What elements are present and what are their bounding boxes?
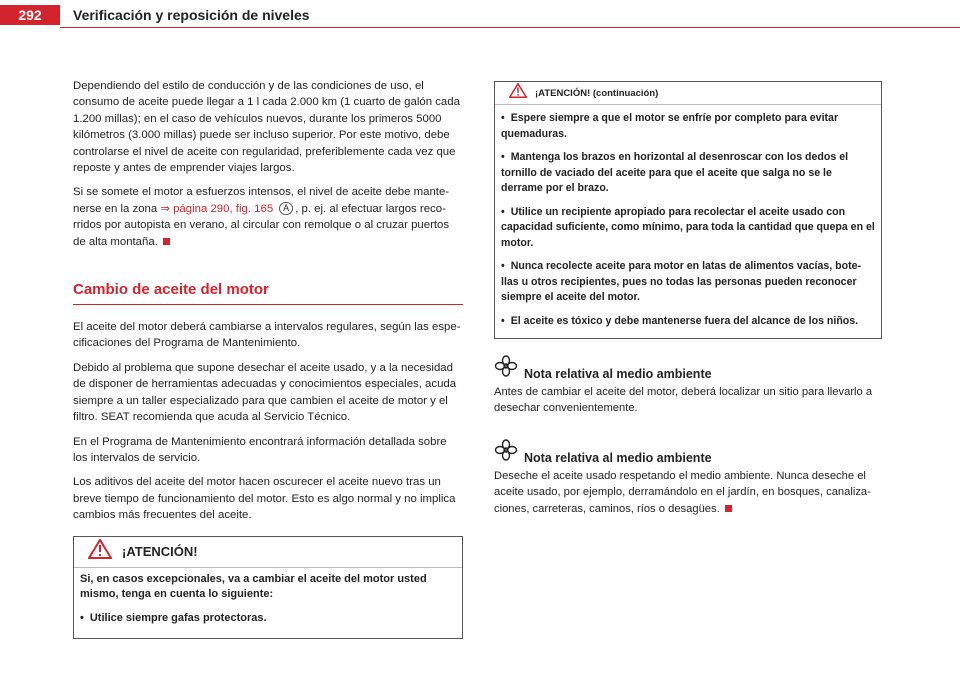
warning-item-text: Utilice un recipiente apropiado para recolectar el aceite usado con capacidad suficiente, como mínimo, para toda la cantidad que quepa en el motor. (501, 205, 875, 249)
warning-continued-header (495, 82, 881, 105)
paragraph-heavy-use (73, 184, 463, 250)
warning-continued-label: ¡ATENCIÓN! (continuación) (535, 87, 659, 99)
end-of-section-icon (163, 238, 170, 245)
paragraph-maintenance-program: En el Programa de Mantenimiento encontrará información detallada sobre los intervalos de servicio. (73, 435, 447, 464)
header-divider (60, 27, 960, 28)
warning-item (501, 111, 875, 142)
warning-item (501, 314, 875, 330)
warning-body (74, 568, 462, 639)
environment-note-text: Antes de cambiar el aceite del motor, deberá localizar un sitio para llevarlo a desechar convenientemente. (494, 386, 873, 415)
paragraph-heavy-use-text-b: , p. ej. al efectuar largos reco-rridos por autopista en verano, al circular con remolque o al cruzar puertos de alta montaña. (73, 202, 450, 248)
section-title-oil-change: Cambio de aceite del motor (73, 280, 463, 305)
bullet-icon: • (501, 151, 505, 163)
paragraph-heavy-use-text-a: Si se somete el motor a esfuerzos intensos, el nivel de aceite debe mante-nerse en la zona (73, 186, 450, 215)
environment-note-title: Nota relativa al medio ambiente (524, 450, 712, 465)
flower-environment-icon (494, 355, 518, 382)
bullet-icon: • (501, 314, 505, 327)
warning-item-text: Espere siempre a que el motor se enfríe por completo para evitar quemaduras. (501, 112, 839, 140)
bullet-icon: • (501, 205, 505, 218)
environment-note-text (494, 468, 882, 517)
page-reference-link[interactable]: ⇒ página 290, fig. 165 (160, 202, 274, 215)
environment-note-title: Nota relativa al medio ambiente (524, 367, 712, 381)
warning-box (73, 536, 463, 640)
warning-continued-body (495, 105, 881, 338)
warning-item (501, 259, 875, 306)
paragraph-consumption: Dependiendo del estilo de conducción y de las condiciones de uso, el consumo de aceite puede llegar a 1 l cada 2.000 km (1 cuarto de galón cada 1.200 millas); en el caso de vehículos nuevos, durante los primeros 5000 kilómetros (3.000 millas) puede ser incluso superior. Por este motivo, debe controlarse el nivel de aceite con regularidad, preferiblemente cada vez que reposte y antes de emprender viajes largos. (73, 80, 460, 175)
paragraph-intervals: El aceite del motor deberá cambiarse a intervalos regulares, según las espe-cificaciones del Programa de Mantenimiento. (73, 321, 461, 350)
warning-item (501, 150, 875, 197)
environment-note-heading (494, 355, 882, 382)
warning-item (80, 611, 456, 627)
warning-item-text: El aceite es tóxico y debe mantenerse fuera del alcance de los niños. (510, 314, 859, 327)
warning-label: ¡ATENCIÓN! (122, 544, 198, 560)
flower-environment-icon (494, 439, 518, 466)
left-column (73, 78, 463, 639)
zone-a-badge: A (279, 202, 293, 215)
page-header (0, 0, 960, 30)
warning-item-text: Mantenga los brazos en horizontal al desenroscar con los dedos el tornillo de vaciado del aceite para que el aceite que salga no se le derrame por el brazo. (501, 151, 849, 194)
bullet-icon: • (501, 260, 505, 272)
paragraph-workshop: Debido al problema que supone desechar el aceite usado, y a la necesidad de disponer de herramientas adecuadas y conocimientos especiales, acuda siempre a un taller especializado para que cambien el aceite de motor y el filtro. SEAT recomienda que acuda al Servicio Técnico. (73, 361, 457, 424)
warning-continued-box (494, 81, 882, 339)
bullet-icon: • (80, 611, 84, 624)
warning-item-text: Nunca recolecte aceite para motor en latas de alimentos vacías, bote-llas u otros recipientes, pues no todas las personas pueden reconocer siempre el aceite del motor. (501, 260, 862, 303)
warning-triangle-icon (509, 83, 527, 103)
end-of-section-icon (725, 505, 732, 512)
environment-note-heading (494, 439, 882, 466)
warning-item (501, 205, 875, 252)
warning-header (74, 537, 462, 568)
environment-note-text-body: Deseche el aceite usado respetando el medio ambiente. Nunca deseche el aceite usado, por ejemplo, derramándolo en el jardín, en bosques, canaliza-ciones, carreteras, caminos, ríos o desagües. (494, 469, 871, 515)
bullet-icon: • (501, 112, 505, 124)
paragraph-additives: Los aditivos del aceite del motor hacen oscurecer el aceite nuevo tras un breve tiempo de funcionamiento del motor. Esto es algo normal y no implica cambios más frecuentes del aceite. (73, 476, 456, 522)
page-number: 292 (0, 5, 60, 25)
right-column (494, 81, 882, 517)
warning-triangle-icon (88, 539, 112, 564)
page-title: Verificación y reposición de niveles (73, 7, 310, 23)
warning-intro: Si, en casos excepcionales, va a cambiar el aceite del motor usted mismo, tenga en cuenta lo siguiente: (80, 572, 427, 601)
warning-item-text: Utilice siempre gafas protectoras. (89, 611, 267, 624)
